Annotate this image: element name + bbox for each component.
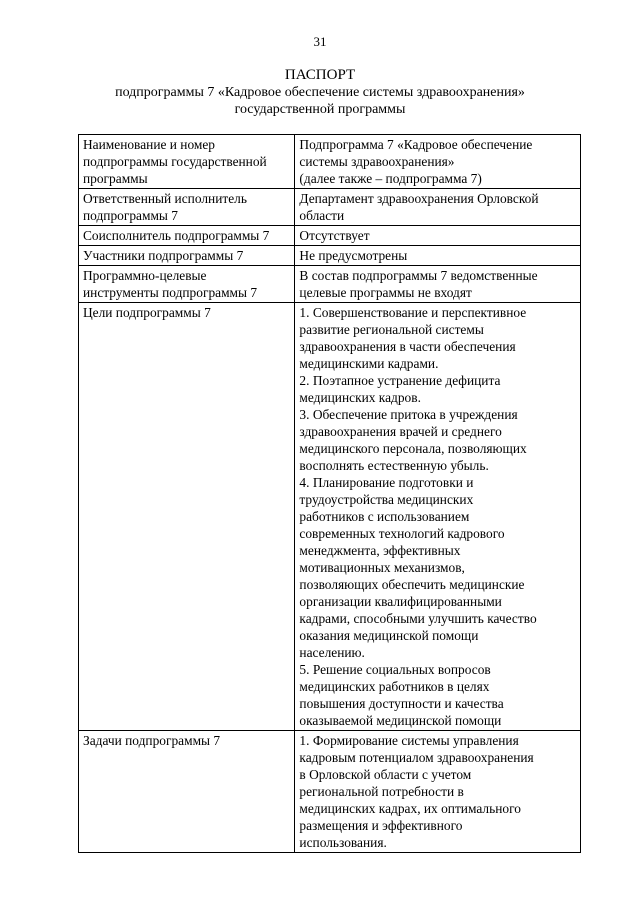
row-value-cell xyxy=(295,731,581,853)
row-value-cell xyxy=(295,189,581,226)
passport-table-body xyxy=(79,135,581,853)
table-row xyxy=(79,303,581,731)
row-value-line: здравоохранения врачей и среднего xyxy=(299,424,502,439)
row-value-line: размещения и эффективного xyxy=(299,818,463,833)
row-value-line: оказания медицинской помощи xyxy=(299,628,479,643)
table-row xyxy=(79,226,581,246)
passport-table xyxy=(78,134,581,853)
row-value-line: кадрами, способными улучшить качество xyxy=(299,611,537,626)
table-row xyxy=(79,266,581,303)
row-label-line: Ответственный исполнитель xyxy=(83,191,247,206)
row-value-line: медицинских работников в целях xyxy=(299,679,490,694)
row-value-cell xyxy=(295,303,581,731)
row-value-line: 1. Совершенствование и перспективное xyxy=(299,305,527,320)
row-value-line: 2. Поэтапное устранение дефицита xyxy=(299,373,501,388)
row-value-line: системы здравоохранения» xyxy=(299,154,455,169)
row-label-line: Соисполнитель подпрограммы 7 xyxy=(83,228,270,243)
row-label-line: Цели подпрограммы 7 xyxy=(83,305,211,320)
row-label-cell xyxy=(79,246,295,266)
row-label-line: Наименование и номер xyxy=(83,137,216,152)
row-value-line: использования. xyxy=(299,835,387,850)
row-value-line: области xyxy=(299,208,345,223)
row-value-line: Отсутствует xyxy=(299,228,370,243)
document-subtitle-line-2: государственной программы xyxy=(234,102,406,117)
row-value-line: организации квалифицированными xyxy=(299,594,502,609)
table-row xyxy=(79,189,581,226)
row-value-line: 5. Решение социальных вопросов xyxy=(299,662,491,677)
table-row xyxy=(79,731,581,853)
row-label-cell xyxy=(79,135,295,189)
row-label-cell xyxy=(79,226,295,246)
row-value-line: 4. Планирование подготовки и xyxy=(299,475,474,490)
row-value-line: медицинских кадров. xyxy=(299,390,421,405)
row-label-cell xyxy=(79,266,295,303)
document-header xyxy=(0,67,640,118)
row-value-cell xyxy=(295,226,581,246)
row-label-line: программы xyxy=(83,171,148,186)
row-value-line: медицинскими кадрами. xyxy=(299,356,439,371)
row-value-line: менеджмента, эффективных xyxy=(299,543,461,558)
row-value-cell xyxy=(295,266,581,303)
row-value-line: медицинских кадрах, их оптимального xyxy=(299,801,521,816)
row-value-line: населению. xyxy=(299,645,365,660)
row-value-line: повышения доступности и качества xyxy=(299,696,504,711)
row-value-line: позволяющих обеспечить медицинские xyxy=(299,577,525,592)
row-value-line: работников с использованием xyxy=(299,509,470,524)
row-label-line: подпрограммы государственной xyxy=(83,154,267,169)
table-row xyxy=(79,246,581,266)
document-title: ПАСПОРТ xyxy=(284,67,356,83)
row-value-cell xyxy=(295,135,581,189)
row-label-line: инструменты подпрограммы 7 xyxy=(83,285,258,300)
page-number: 31 xyxy=(313,34,327,49)
row-value-line: Департамент здравоохранения Орловской xyxy=(299,191,539,206)
row-value-line: региональной потребности в xyxy=(299,784,464,799)
row-label-line: Участники подпрограммы 7 xyxy=(83,248,244,263)
row-value-line: медицинского персонала, позволяющих xyxy=(299,441,527,456)
row-value-line: Не предусмотрены xyxy=(299,248,408,263)
table-row xyxy=(79,135,581,189)
row-value-line: в Орловской области с учетом xyxy=(299,767,472,782)
row-value-line: Подпрограмма 7 «Кадровое обеспечение xyxy=(299,137,533,152)
document-subtitle-line-1: подпрограммы 7 «Кадровое обеспечение системы здравоохранения» xyxy=(115,85,525,100)
row-value-line: оказываемой медицинской помощи xyxy=(299,713,502,728)
row-value-line: кадровым потенциалом здравоохранения xyxy=(299,750,534,765)
row-label-line: Программно-целевые xyxy=(83,268,207,283)
row-value-line: современных технологий кадрового xyxy=(299,526,505,541)
row-label-line: Задачи подпрограммы 7 xyxy=(83,733,221,748)
row-value-cell xyxy=(295,246,581,266)
row-value-line: целевые программы не входят xyxy=(299,285,472,300)
row-value-line: здравоохранения в части обеспечения xyxy=(299,339,516,354)
row-value-line: (далее также – подпрограмма 7) xyxy=(299,171,482,186)
row-value-line: мотивационных механизмов, xyxy=(299,560,465,575)
row-label-cell xyxy=(79,303,295,731)
row-label-cell xyxy=(79,189,295,226)
row-label-line: подпрограммы 7 xyxy=(83,208,178,223)
row-value-line: 3. Обеспечение притока в учреждения xyxy=(299,407,518,422)
row-value-line: 1. Формирование системы управления xyxy=(299,733,519,748)
row-value-line: восполнять естественную убыль. xyxy=(299,458,489,473)
row-value-line: В состав подпрограммы 7 ведомственные xyxy=(299,268,538,283)
row-label-cell xyxy=(79,731,295,853)
row-value-line: трудоустройства медицинских xyxy=(299,492,474,507)
row-value-line: развитие региональной системы xyxy=(299,322,484,337)
